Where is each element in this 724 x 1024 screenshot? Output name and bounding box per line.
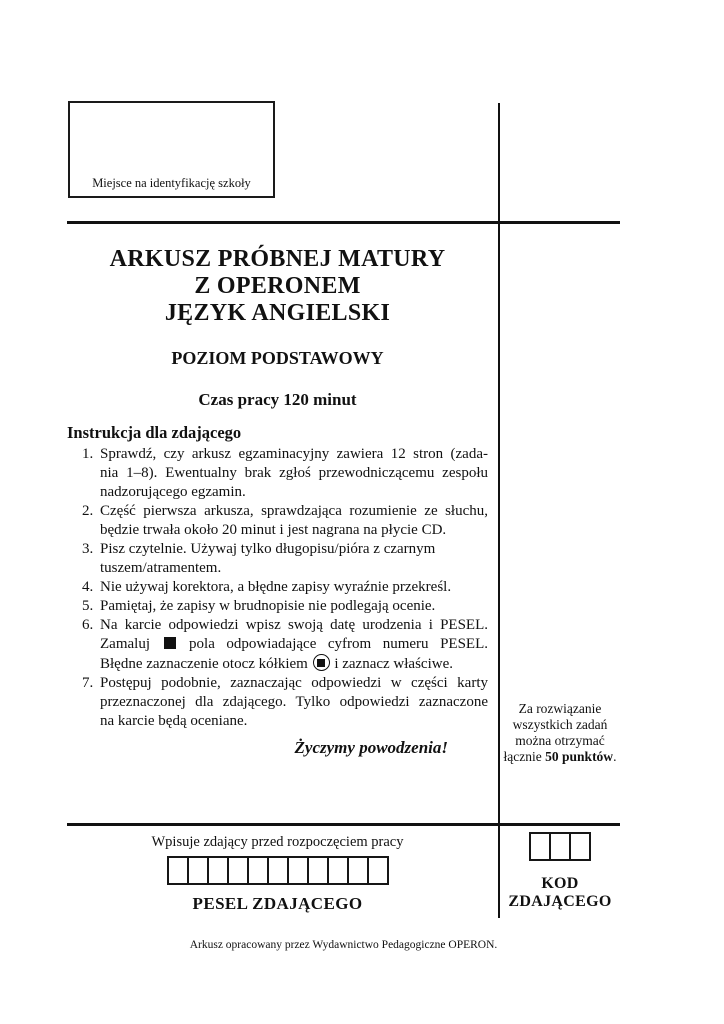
instruction-line: Nie używaj korektora, a błędne zapisy wyraźnie przekreśl. xyxy=(100,579,452,595)
instruction-line: Zamaluj pola odpowiadające cyfrom numeru PESEL. xyxy=(100,636,488,652)
exam-duration-label: Czas pracy 120 minut xyxy=(198,390,357,409)
circled-square-icon xyxy=(313,654,330,671)
title-block xyxy=(67,246,488,410)
exam-level-label: POZIOM PODSTAWOWY xyxy=(171,348,384,368)
kod-label: KOD ZDAJĄCEGO xyxy=(508,875,612,910)
instruction-item xyxy=(67,540,488,578)
top-horizontal-rule xyxy=(67,221,620,224)
instruction-line: nia 1–8). Ewentualny brak zgłoś przewodniczącemu zespołu xyxy=(100,465,488,481)
instruction-line: Pamiętaj, że zapisy w brudnopisie nie podlegają ocenie. xyxy=(100,598,436,614)
instruction-item xyxy=(67,578,488,597)
kod-digit-cell xyxy=(569,832,591,861)
publisher-footer: Arkusz opracowany przez Wydawnictwo Pedagogiczne OPERON. xyxy=(189,939,498,951)
instruction-item xyxy=(67,597,488,616)
kod-cells-row xyxy=(500,832,620,861)
pesel-digit-cell xyxy=(227,856,249,885)
pesel-digit-cell xyxy=(167,856,189,885)
instruction-item-number: 2. xyxy=(82,503,94,519)
points-note-line: wszystkich zadań xyxy=(512,717,608,732)
instruction-list xyxy=(67,445,488,731)
instruction-line: będzie trwała około 20 minut i jest nagrana na płycie CD. xyxy=(100,522,447,538)
instruction-line: Część pierwsza arkusza, sprawdzająca rozumienie ze słuchu, xyxy=(100,503,488,519)
instruction-item-number: 1. xyxy=(82,446,94,462)
instruction-item-number: 6. xyxy=(82,617,94,633)
points-note-line: można otrzymać xyxy=(515,733,605,748)
school-box-label: Miejsce na identyfikację szkoły xyxy=(92,176,251,190)
points-note xyxy=(500,701,620,765)
kod-entry-section xyxy=(500,832,620,911)
instruction-line: Postępuj podobnie, zaznaczając odpowiedzi w części karty xyxy=(100,675,488,691)
entry-note: Wpisuje zdający przed rozpoczęciem pracy xyxy=(151,834,404,850)
instruction-item-number: 5. xyxy=(82,598,94,614)
page-title-line3: JĘZYK ANGIELSKI xyxy=(164,300,391,326)
pesel-digit-cell xyxy=(207,856,229,885)
pesel-digit-cell xyxy=(267,856,289,885)
instruction-line: tuszem/atramentem. xyxy=(100,560,222,576)
instructions-heading: Instrukcja dla zdającego xyxy=(67,423,242,442)
pesel-entry-section xyxy=(67,834,488,914)
page-title-line1: ARKUSZ PRÓBNEJ MATURY xyxy=(109,246,446,272)
pesel-digit-cell xyxy=(347,856,369,885)
instruction-item xyxy=(67,502,488,540)
circled-square-fill xyxy=(317,659,325,667)
points-note-line: łącznie 50 punktów. xyxy=(503,749,617,764)
filled-square-icon xyxy=(164,637,176,649)
pesel-digit-cell xyxy=(307,856,329,885)
page-title-line2: Z OPERONEM xyxy=(194,273,361,299)
instruction-item-number: 4. xyxy=(82,579,94,595)
points-total: 50 punktów xyxy=(545,749,614,764)
instruction-line: Pisz czytelnie. Używaj tylko długopisu/pióra z czarnym xyxy=(100,541,436,557)
good-luck-message: Życzymy powodzenia! xyxy=(294,738,448,757)
pesel-digit-cell xyxy=(327,856,349,885)
instruction-line: Na karcie odpowiedzi wpisz swoją datę urodzenia i PESEL. xyxy=(100,617,488,633)
instruction-item-number: 3. xyxy=(82,541,94,557)
instruction-line: Błędne zaznaczenie otocz kółkiem i zaznacz właściwe. xyxy=(100,656,453,672)
instruction-line: nadzorującego egzamin. xyxy=(100,484,246,500)
instruction-item xyxy=(67,674,488,731)
instruction-item xyxy=(67,616,488,674)
pesel-cells-row xyxy=(67,856,488,885)
pesel-label: PESEL ZDAJĄCEGO xyxy=(192,894,363,913)
instruction-item-number: 7. xyxy=(82,675,94,691)
instruction-item xyxy=(67,445,488,502)
instruction-line: przeznaczonej dla zdającego. Tylko odpowiedzi zaznaczone xyxy=(100,694,488,710)
instruction-line: na karcie będą oceniane. xyxy=(100,713,248,729)
pesel-digit-cell xyxy=(247,856,269,885)
instruction-line: Sprawdź, czy arkusz egzaminacyjny zawiera 12 stron (zada- xyxy=(100,446,488,462)
kod-digit-cell xyxy=(549,832,571,861)
vertical-divider-rule xyxy=(498,103,500,918)
points-note-line: Za rozwiązanie xyxy=(518,701,602,716)
bottom-horizontal-rule xyxy=(67,823,620,826)
instructions-section xyxy=(67,423,488,731)
pesel-digit-cell xyxy=(367,856,389,885)
pesel-digit-cell xyxy=(287,856,309,885)
pesel-digit-cell xyxy=(187,856,209,885)
school-identification-box xyxy=(68,101,275,198)
kod-digit-cell xyxy=(529,832,551,861)
